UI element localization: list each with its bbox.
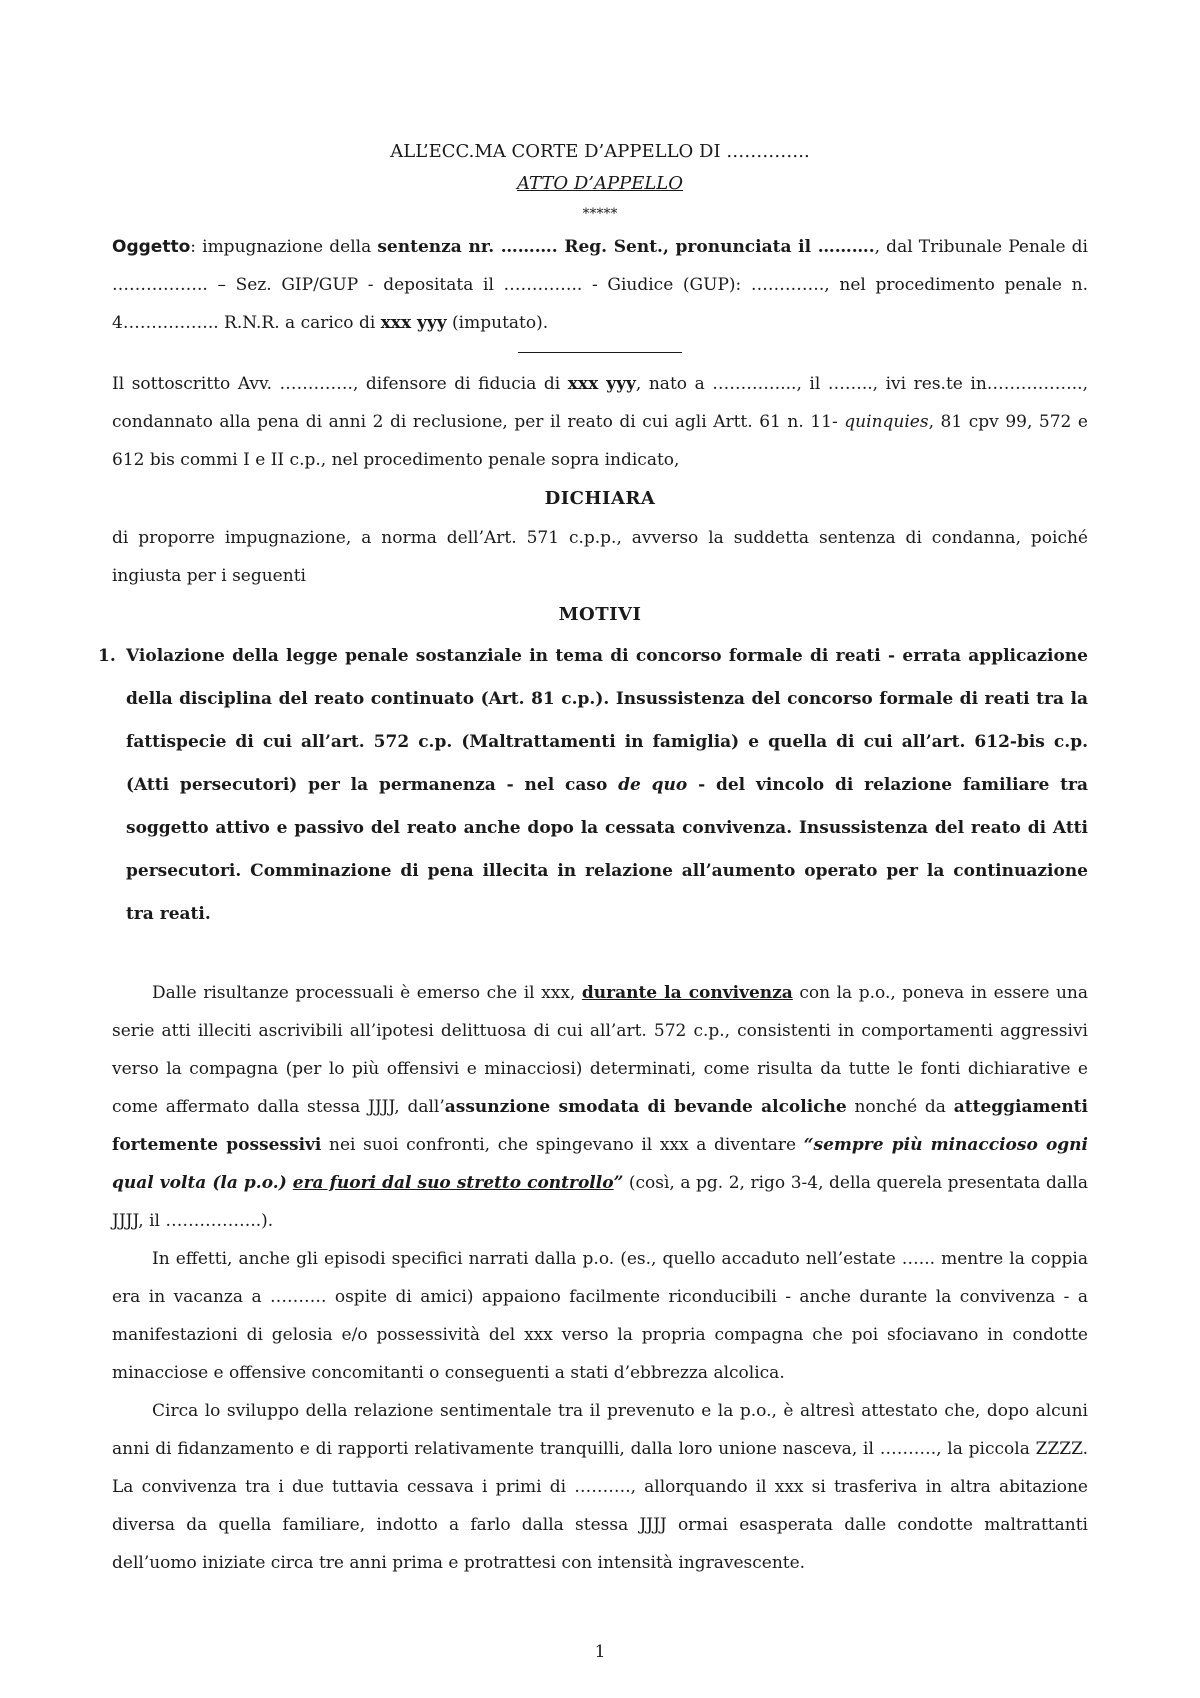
court-heading: ALL’ECC.MA CORTE D’APPELLO DI ………….. xyxy=(390,141,810,162)
body-paragraph: Circa lo sviluppo della relazione sentimentale tra il prevenuto e la p.o., è altresì attestato che, dopo alcuni anni di fidanzamento e di rapporti relativamente tranquilli, dalla loro unione nasceva, il ………., la piccola ZZZZ. La convivenza tra i due tuttavia cessava i primi di ………., allorquando il xxx si trasferiva in altra abitazione diversa da quella familiare, indotto a farlo dalla stessa JJJJ ormai esasperata dalle condotte maltrattanti dell’uomo iniziate circa tre anni prima e protrattesi con intensità ingravescente. xyxy=(112,1401,1088,1573)
motivo-number: 1. xyxy=(98,646,116,666)
oggetto-text: : impugnazione della xyxy=(190,237,378,257)
intro-client: xxx yyy xyxy=(567,374,636,394)
blank-line xyxy=(112,936,1088,974)
motivo-item xyxy=(98,635,1088,936)
body-paragraph: In effetti, anche gli episodi specifici narrati dalla p.o. (es., quello accaduto nell’estate …... mentre la coppia era in vacanza a ………. ospite di amici) appaiono facilmente riconducibili - anche durante la convivenza - a manifestazioni di gelosia e/o possessività del xxx verso la propria compagna che poi sfociavano in condotte minacciose e offensive concomitanti o conseguenti a stati d’ebbrezza alcolica. xyxy=(112,1249,1088,1383)
intro-text: , 81 cpv 99, 572 e 612 bis commi I e II c.p., nel procedimento penale sopra indicato, xyxy=(112,412,1088,470)
horizontal-rule xyxy=(518,352,682,353)
body-quote: “sempre più minaccioso ogni qual volta (la p.o.) xyxy=(112,1135,1089,1193)
motivo-italic: de quo xyxy=(618,775,688,795)
motivo-text-part: - del vincolo di relazione familiare tra soggetto attivo e passivo del reato anche dopo la cessata convivenza. Insussistenza del reato di Atti persecutori. Comminazione di pena illecita in relazione all’aumento operato per la continuazione tra reati. xyxy=(126,775,1088,924)
motivo-text xyxy=(126,635,1088,936)
body-paragraph xyxy=(112,974,1088,1240)
oggetto-text: , dal Tribunale Penale di …………….. – Sez. GIP/GUP - depositata il ………….. - Giudice (GUP): …………., nel procedimento penale n. 4…………….. R.N.R. a carico di xyxy=(112,237,1088,333)
intro-text: Il sottoscritto Avv. …………., difensore di fiducia di xyxy=(112,374,568,394)
oggetto-imputato: xxx yyy xyxy=(380,313,447,333)
page-number: 1 xyxy=(594,1642,606,1662)
body-quote-underlined: era fuori dal suo stretto controllo xyxy=(292,1173,614,1193)
body-text: nei suoi confronti, che spingevano il xxx a diventare xyxy=(321,1135,804,1155)
intro-text: , nato a …………..., il …….., ivi res.te in…………….., condannato alla pena di anni 2 di reclusione, per il reato di cui agli Artt. 61 n. 11- xyxy=(112,374,1088,432)
intro-paragraph xyxy=(112,365,1088,479)
body-emphasis: durante la convivenza xyxy=(581,983,793,1003)
dichiara-text: di proporre impugnazione, a norma dell’Art. 571 c.p.p., avverso la suddetta sentenza di condanna, poiché ingiusta per i seguenti xyxy=(112,528,1088,586)
body-emphasis: assunzione smodata di bevande alcoliche xyxy=(444,1097,847,1117)
body-text: nonché da xyxy=(846,1097,954,1117)
body-text: Dalle risultanze processuali è emerso che il xxx, xyxy=(152,983,582,1003)
oggetto-label: Oggetto xyxy=(112,237,191,257)
oggetto-sentenza: sentenza nr. ………. Reg. Sent., pronunciata il ………. xyxy=(377,237,875,257)
oggetto-text: (imputato). xyxy=(446,313,549,333)
body-text: con la p.o., poneva in essere una serie atti illeciti ascrivibili all’ipotesi delittuosa di cui all’art. 572 c.p., consistenti in comportamenti aggressivi verso la compagna (per lo più offensivi e minacciosi) determinati, come risulta da tutte le fonti dichiarative e come affermato dalla stessa JJJJ, dall’ xyxy=(112,983,1088,1117)
motivi-title: MOTIVI xyxy=(558,604,642,625)
separator-stars: ***** xyxy=(582,206,618,222)
body-emphasis: atteggiamenti fortemente possessivi xyxy=(112,1097,1088,1155)
dichiara-title: DICHIARA xyxy=(544,488,656,509)
body-text: (così, a pg. 2, rigo 3-4, della querela presentata dalla JJJJ, il ……………..). xyxy=(112,1173,1088,1231)
document-type-title: ATTO D’APPELLO xyxy=(516,173,684,194)
oggetto-paragraph xyxy=(112,228,1088,342)
body-quote: ” xyxy=(613,1173,624,1193)
intro-italic: quinquies xyxy=(844,412,929,432)
motivo-text-part: Violazione della legge penale sostanziale in tema di concorso formale di reati - errata applicazione della disciplina del reato continuato (Art. 81 c.p.). Insussistenza del concorso formale di reati tra la fattispecie di cui all’art. 572 c.p. (Maltrattamenti in famiglia) e quella di cui all’art. 612-bis c.p. (Atti persecutori) per la permanenza - nel caso xyxy=(126,646,1088,795)
